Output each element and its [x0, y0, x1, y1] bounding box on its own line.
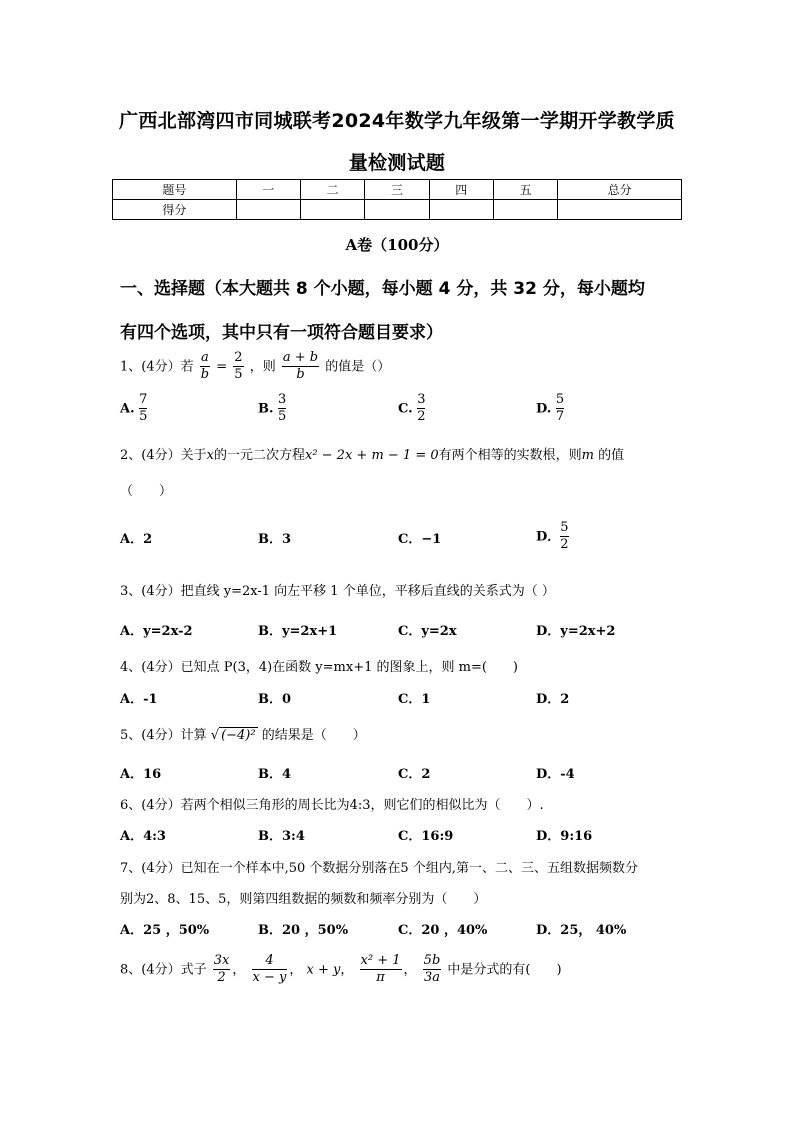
option-b[interactable]: B．0: [258, 692, 292, 707]
title-line-2: 量检测试题: [348, 152, 446, 174]
option-d[interactable]: D．25， 40%: [536, 923, 627, 938]
header-cell: 五: [493, 180, 557, 200]
score-table-header-row: [113, 180, 682, 200]
score-cell[interactable]: [300, 200, 364, 220]
option-c[interactable]: C．1: [398, 692, 431, 707]
option-a[interactable]: A．16: [120, 767, 162, 782]
volume-heading: A卷（100分）: [345, 236, 449, 254]
score-cell[interactable]: [558, 200, 682, 220]
question-2-answer-paren: （ ）: [120, 484, 173, 499]
question-3: 3、(4分）把直线 y=2x-1 向左平移 1 个单位，平移后直线的关系式为（ ）: [120, 584, 555, 599]
option-b[interactable]: B．3: [258, 532, 292, 547]
option-d[interactable]: D．9:16: [536, 829, 593, 844]
fraction: $\frac{a}{b}$: [200, 350, 210, 383]
question-7-line-1: 7、(4分）已知在一个样本中,50 个数据分别落在5 个组内,第一、二、三、五组数据频数分: [120, 861, 638, 876]
option-c[interactable]: C. $\frac{3}{2}$: [398, 392, 426, 425]
section-heading-line-1: 一、选择题（本大题共 8 个小题，每小题 4 分，共 32 分，每小题均: [120, 279, 645, 299]
option-b[interactable]: B．3:4: [258, 829, 305, 844]
question-8: 8、(4分）式子 $\frac{3x}{2}$ ， $\frac{4}{x - y}$ ， x + y， $\frac{\text{x² + 1}}{\pi}$ ， $\frac{5b}{3a}$ 中是分式的有( ): [120, 953, 562, 986]
option-d[interactable]: D． $\frac{5}{2}$: [536, 520, 569, 553]
fraction: $\frac{\text{x² + 1}}{\pi}$: [360, 953, 401, 986]
option-a[interactable]: A．4:3: [120, 829, 166, 844]
score-cell[interactable]: [429, 200, 493, 220]
q1-suffix: 的值是（）: [325, 359, 391, 375]
title-line-1: 广西北部湾四市同城联考2024年数学九年级第一学期开学教学质: [119, 110, 675, 132]
option-a[interactable]: A．y=2x-2: [120, 624, 193, 639]
option-d[interactable]: D．-4: [536, 767, 575, 782]
fraction: $\frac{a + b}{b}$: [282, 350, 319, 383]
fraction: $\frac{2}{5}$: [234, 350, 243, 383]
score-cell[interactable]: [493, 200, 557, 220]
square-root: √ (−4)²: [210, 728, 256, 743]
option-d[interactable]: D. $\frac{5}{7}$: [536, 392, 565, 425]
q1-mid: ，则: [249, 359, 276, 375]
fraction: $\frac{5b}{3a}$: [423, 953, 441, 986]
question-7-line-2: 别为2、8、15、5，则第四组数据的频数和频率分别为（ ）: [120, 892, 487, 907]
option-b[interactable]: B．4: [258, 767, 292, 782]
option-a[interactable]: A．2: [120, 532, 153, 547]
option-c[interactable]: C．y=2x: [398, 624, 457, 639]
fraction: $\frac{4}{x - y}$: [252, 953, 287, 986]
question-5: 5、(4分）计算 √ (−4)² 的结果是（ ）: [120, 728, 366, 743]
score-table-score-row: [113, 200, 682, 220]
header-cell: 四: [429, 180, 493, 200]
option-d[interactable]: D．2: [536, 692, 570, 707]
header-cell: 题号: [113, 180, 237, 200]
option-c[interactable]: C．−1: [398, 532, 442, 547]
question-1: 1、(4分）若 $\frac{a}{b}$ = $\frac{2}{5}$ ，则 $\frac{a + b}{b}$ 的值是（）: [120, 350, 391, 383]
option-b[interactable]: B．20 ，50%: [258, 923, 349, 938]
option-b[interactable]: B. $\frac{3}{5}$: [258, 392, 287, 425]
header-cell: 三: [365, 180, 429, 200]
option-a[interactable]: A．-1: [120, 692, 158, 707]
option-c[interactable]: C．2: [398, 767, 431, 782]
option-a[interactable]: A. $\frac{7}{5}$: [120, 392, 148, 425]
score-table: [112, 179, 682, 220]
question-6: 6、(4分）若两个相似三角形的周长比为4:3，则它们的相似比为（ ）.: [120, 798, 544, 813]
fraction: $\frac{3x}{2}$: [213, 953, 230, 986]
section-heading-line-2: 有四个选项，其中只有一项符合题目要求）: [120, 323, 443, 343]
question-4: 4、(4分）已知点 P(3，4)在函数 y=mx+1 的图象上，则 m=( ): [120, 660, 518, 675]
option-b[interactable]: B．y=2x+1: [258, 624, 338, 639]
row-label: 得分: [113, 200, 237, 220]
question-2: 2、(4分）关于x的一元二次方程x² − 2x + m − 1 = 0有两个相等的实数根，则m 的值: [120, 448, 625, 463]
option-d[interactable]: D．y=2x+2: [536, 624, 616, 639]
score-cell[interactable]: [365, 200, 429, 220]
option-c[interactable]: C．20 ，40%: [398, 923, 488, 938]
header-cell: 二: [300, 180, 364, 200]
option-c[interactable]: C．16:9: [398, 829, 454, 844]
option-a[interactable]: A．25 ，50%: [120, 923, 210, 938]
score-cell[interactable]: [236, 200, 300, 220]
header-cell: 一: [236, 180, 300, 200]
header-cell: 总分: [558, 180, 682, 200]
q1-prefix: 1、(4分）若: [120, 359, 194, 375]
